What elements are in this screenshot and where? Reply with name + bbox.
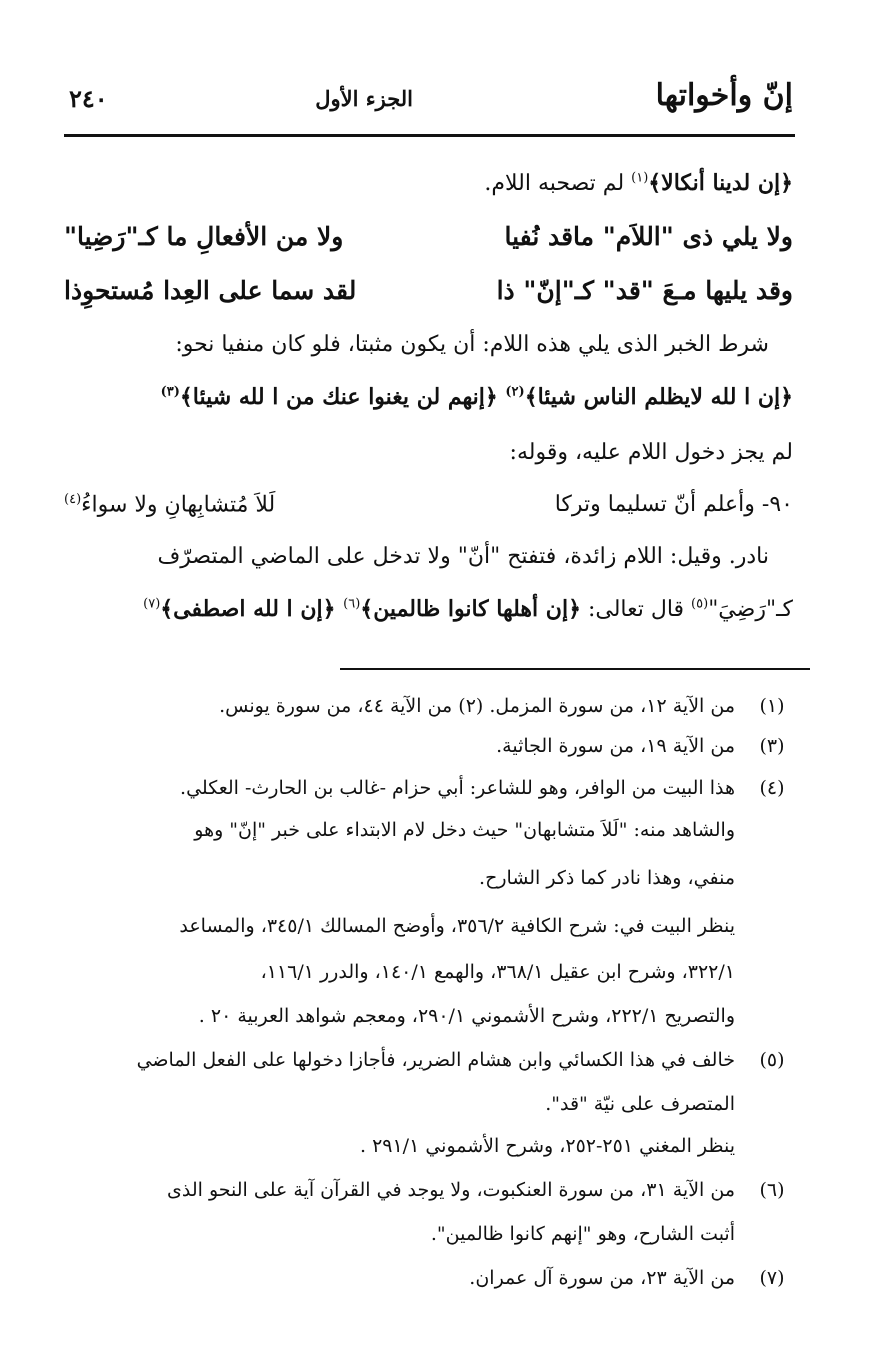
text-line <box>64 384 793 410</box>
verse-hemistich-right: وقد يليها مـعَ "قد" كـ"إنّ" ذا <box>496 276 793 305</box>
quran-quote: ﴿إن ا لله لايظلم الناس شيئا﴾ <box>524 384 793 410</box>
footnote-text: من الآية ١٢، من سورة المزمل. (٢) من الآية ٤٤، من سورة يونس. <box>219 695 735 717</box>
quran-quote: ﴿إن أهلها كانوا ظالمين﴾ <box>360 596 581 622</box>
footnote-text: هذا البيت من الوافر، وهو للشاعر: أبي حزام -غالب بن الحارث- العكلي. <box>180 777 735 799</box>
text: لم يجز دخول اللام عليه، وقوله: <box>509 440 793 465</box>
footnote-text: من الآية ٣١، من سورة العنكبوت، ولا يوجد في القرآن آية على النحو الذى <box>167 1179 735 1201</box>
verse-hemistich-left: لقد سما على العِدا مُستحوِذا <box>64 276 357 305</box>
footnote-text: منفي، وهذا نادر كما ذكر الشارح. <box>479 867 735 889</box>
poem-right <box>555 492 793 517</box>
text: شرط الخبر الذى يلي هذه اللام: أن يكون مثبتا، فلو كان منفيا نحو: <box>175 332 769 357</box>
chapter-title: إنّ وأخواتها <box>655 78 793 113</box>
footnote-text: خالف في هذا الكسائي وابن هشام الضرير، فأجازا دخولها على الفعل الماضي <box>136 1049 735 1071</box>
quran-quote: ﴿إن لدينا أنكالا﴾ <box>648 170 793 196</box>
verse-hemistich-right: ولا يلي ذى "اللاَم" ماقد نُفيا <box>504 222 793 251</box>
footnote-ref: (١) <box>631 170 649 186</box>
footnote-text: المتصرف على نيّة "قد". <box>545 1093 735 1115</box>
footnote-number: (٣) <box>759 735 785 757</box>
footnote-number: (٦) <box>759 1179 785 1201</box>
poem-number: ٩٠- <box>761 492 793 517</box>
footnote-text: من الآية ١٩، من سورة الجاثية. <box>496 735 735 757</box>
footnote-number: (١) <box>759 695 785 717</box>
footnote-text: والتصريح ٢٢٢/١، وشرح الأشموني ٢٩٠/١، ومعجم شواهد العربية ٢٠ . <box>198 1005 735 1027</box>
footnote-text: ينظر المغني ٢٥١-٢٥٢، وشرح الأشموني ٢٩١/١ . <box>359 1135 735 1157</box>
footnote-ref: (٧) <box>143 596 161 612</box>
footnote-text: ٣٢٢/١، وشرح ابن عقيل ٣٦٨/١، والهمع ١٤٠/١، والدرر ١١٦/١، <box>260 961 735 983</box>
text-line <box>64 332 769 357</box>
footnote-number: (٤) <box>759 777 785 799</box>
page-number: ٢٤٠ <box>69 84 108 113</box>
footnote-text: من الآية ٢٣، من سورة آل عمران. <box>469 1267 735 1289</box>
poem-hemistich-left: لَلاَ مُتشابِهانِ ولا سواءُ <box>81 492 276 518</box>
text: نادر. وقيل: اللام زائدة، فتفتح "أنّ" ولا تدخل على الماضي المتصرّف <box>157 544 769 569</box>
footnote-text: أثبت الشارح، وهو "إنهم كانوا ظالمين". <box>430 1223 735 1245</box>
text: قال تعالى: <box>580 597 692 622</box>
header-rule <box>64 134 795 137</box>
footnote-ref: (٥) <box>691 596 709 612</box>
text-line <box>64 170 793 196</box>
text: لم تصحبه اللام. <box>484 171 632 196</box>
poem-left <box>64 492 275 517</box>
verse-hemistich-left: ولا من الأفعالِ ما كـ"رَضِيا" <box>64 222 344 251</box>
footnote-text: ينظر البيت في: شرح الكافية ٣٥٦/٢، وأوضح المسالك ٣٤٥/١، والمساعد <box>179 915 735 937</box>
footnote-ref: (٢) <box>505 384 525 400</box>
quran-quote: ﴿إنهم لن يغنوا عنك من ا لله شيئا﴾ <box>179 384 506 410</box>
text: كـ"رَضِيَ" <box>708 597 793 622</box>
footnote-rule <box>340 668 810 670</box>
poem-hemistich-right: وأعلم أنّ تسليما وتركا <box>554 492 755 517</box>
quran-quote: ﴿إن ا لله اصطفى﴾ <box>160 596 344 622</box>
text-line <box>64 596 793 622</box>
page-header <box>65 78 793 124</box>
text-line <box>64 544 769 569</box>
footnote-text: والشاهد منه: "لَلاَ متشابهان" حيث دخل لام الابتداء على خبر "إنّ" وهو <box>194 819 735 841</box>
footnote-ref: (٦) <box>343 596 361 612</box>
text-line <box>64 440 793 465</box>
footnote-ref: (٣) <box>160 384 180 400</box>
part-title: الجزء الأول <box>315 86 413 111</box>
footnote-number: (٧) <box>759 1267 785 1289</box>
footnote-ref: (٤) <box>64 492 82 507</box>
footnote-number: (٥) <box>759 1049 785 1071</box>
